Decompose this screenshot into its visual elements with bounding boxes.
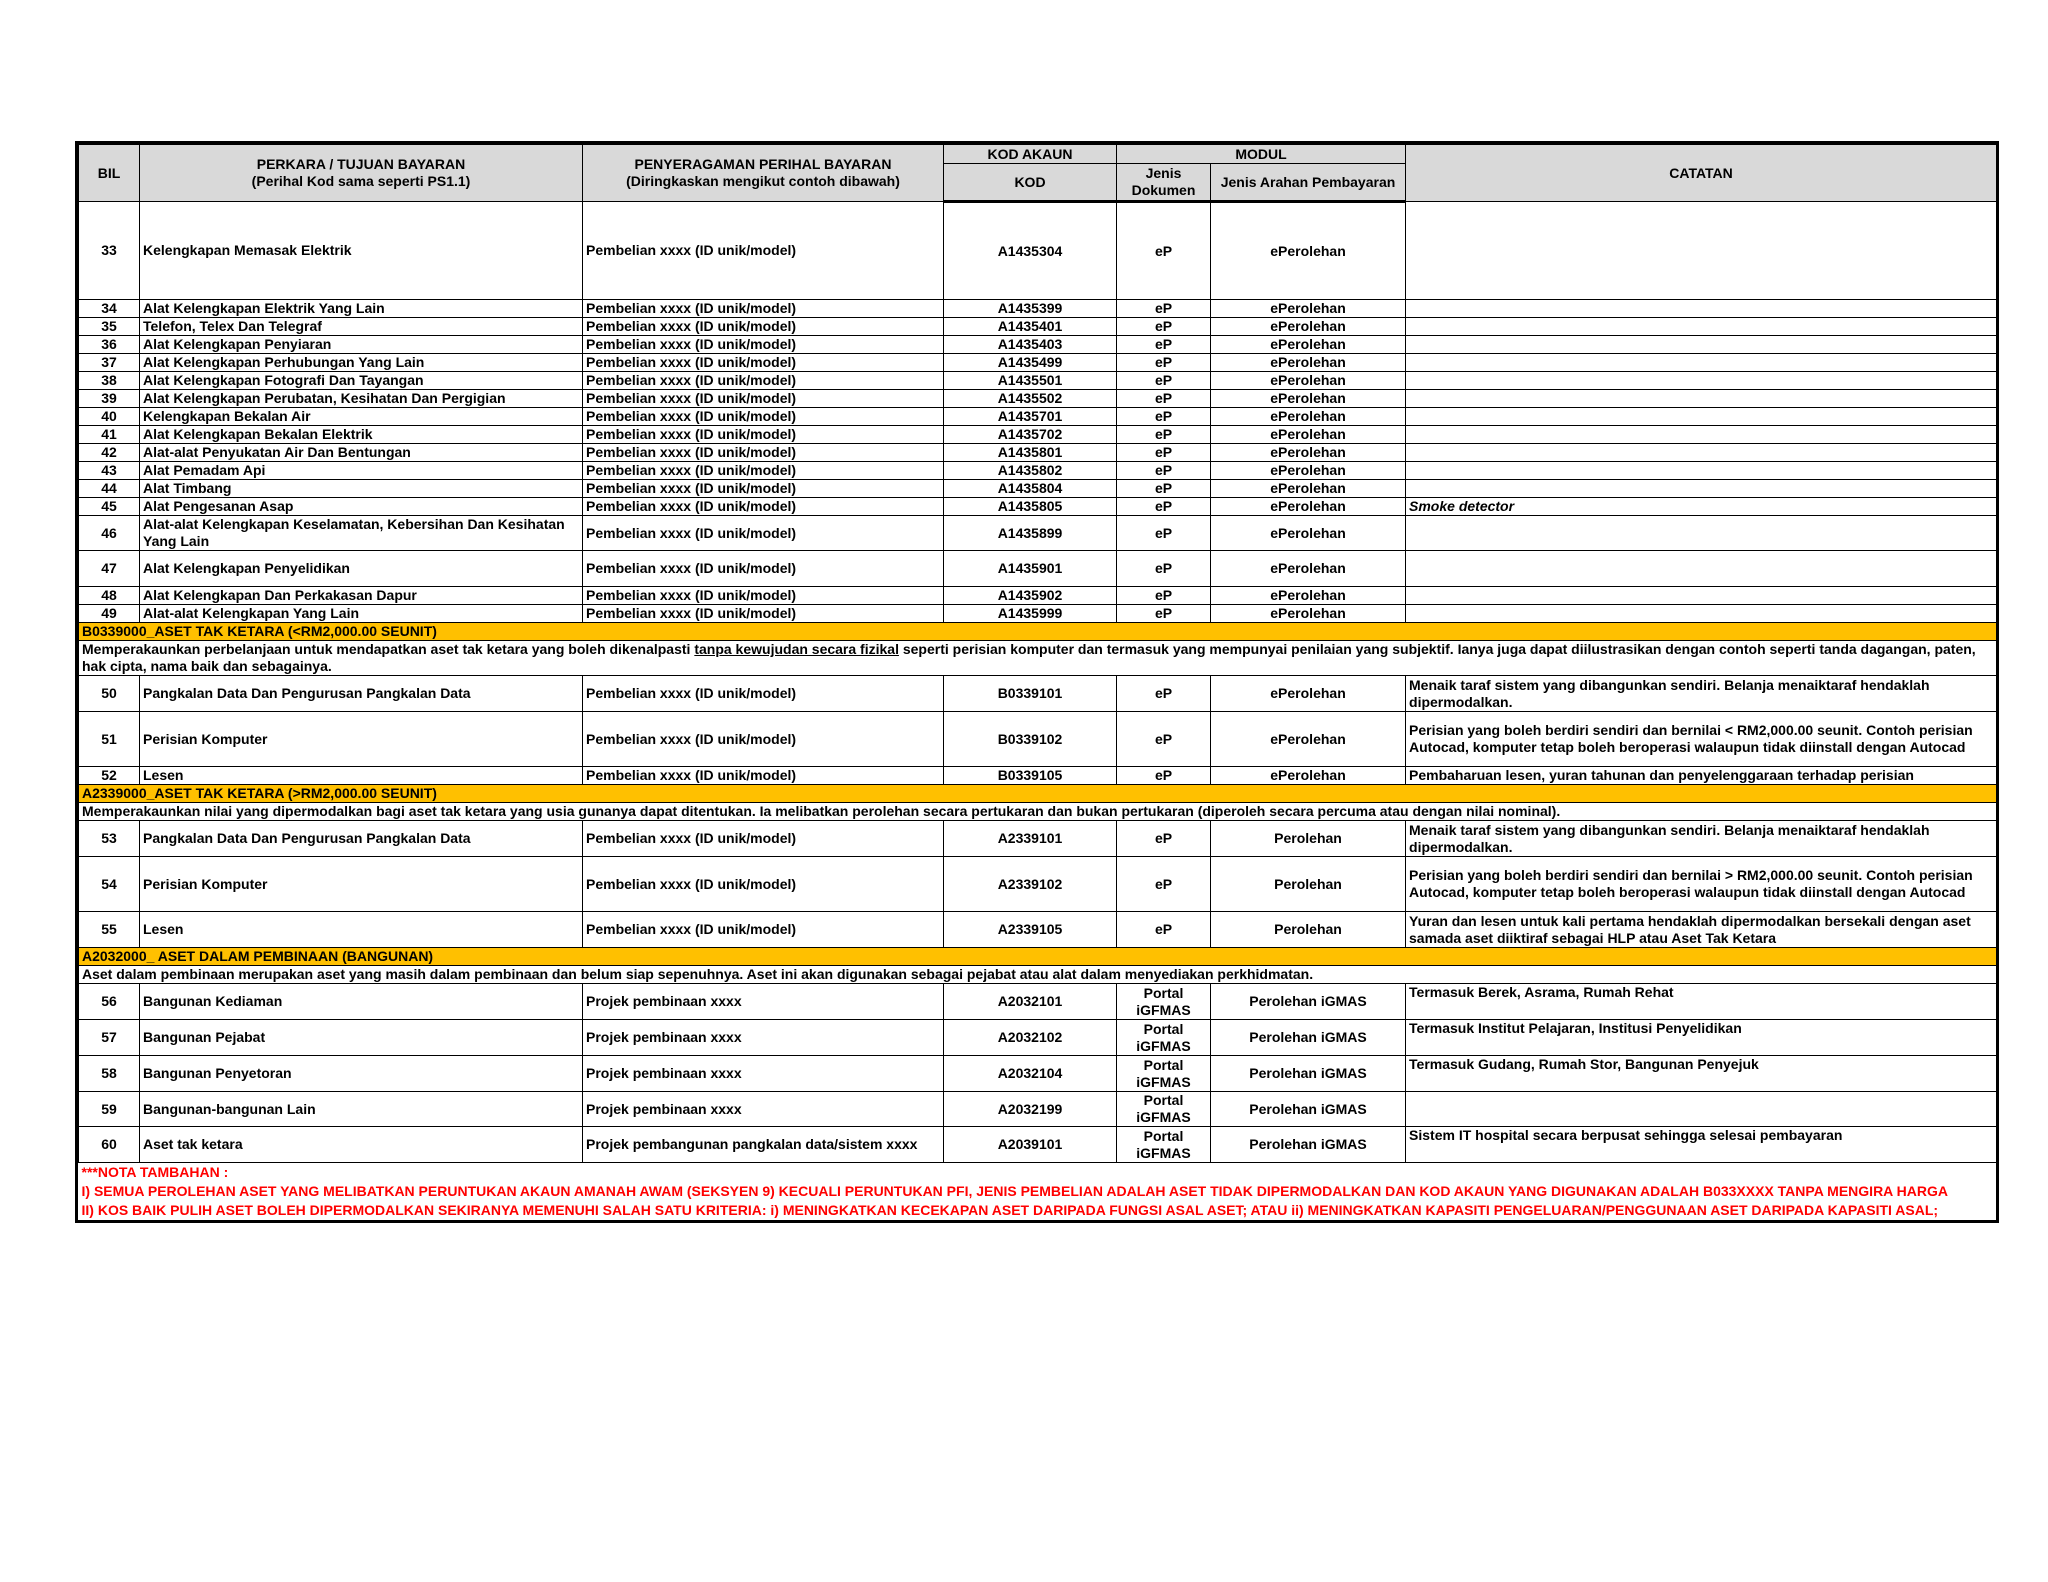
cell-catatan [1406, 587, 1997, 605]
cell-perkara: Alat Kelengkapan Perhubungan Yang Lain [140, 354, 583, 372]
cell-jenis-dokumen: Portal iGFMAS [1117, 1056, 1211, 1092]
cell-kod: A2032199 [944, 1092, 1117, 1127]
cell-bil: 45 [79, 498, 140, 516]
nota-tambahan [79, 1163, 1997, 1221]
cell-catatan [1406, 426, 1997, 444]
cell-kod: A1435999 [944, 605, 1117, 623]
cell-perihal: Pembelian xxxx (ID unik/model) [583, 857, 944, 912]
section-description: Memperakaunkan nilai yang dipermodalkan bagi aset tak ketara yang usia gunanya dapat ditentukan. Ia melibatkan perolehan secara pertukaran dan bukan pertukaran (diperoleh secara percuma atau dengan nilai nominal). [79, 803, 1997, 821]
nota-title: ***NOTA TAMBAHAN : [81, 1164, 229, 1180]
cell-perihal: Projek pembinaan xxxx [583, 1056, 944, 1092]
section-description-text-end: seperti perisian komputer dan termasuk yang mempunyai penilaian yang subjektif. Ianya juga dapat diilustrasikan dengan contoh seperti tanda dagangan, paten, hak cipta, nama baik dan sebagainya. [82, 641, 1976, 674]
cell-kod: A2032102 [944, 1020, 1117, 1056]
cell-perkara: Lesen [140, 912, 583, 948]
cell-bil: 42 [79, 444, 140, 462]
cell-perihal: Pembelian xxxx (ID unik/model) [583, 498, 944, 516]
section-title: B0339000_ASET TAK KETARA (<RM2,000.00 SEUNIT) [79, 623, 1997, 641]
cell-jenis-arahan: ePerolehan [1211, 372, 1406, 390]
cell-jenis-arahan: ePerolehan [1211, 462, 1406, 480]
cell-jenis-dokumen: eP [1117, 444, 1211, 462]
cell-bil: 46 [79, 516, 140, 551]
cell-catatan [1406, 1092, 1997, 1127]
cell-perkara: Alat Pengesanan Asap [140, 498, 583, 516]
cell-kod: A2339105 [944, 912, 1117, 948]
cell-perkara: Alat-alat Kelengkapan Yang Lain [140, 605, 583, 623]
cell-bil: 50 [79, 676, 140, 712]
cell-jenis-arahan: ePerolehan [1211, 498, 1406, 516]
cell-perkara: Alat Kelengkapan Perubatan, Kesihatan Dan Pergigian [140, 390, 583, 408]
table-body-a2339 [79, 821, 1997, 948]
cell-jenis-arahan: ePerolehan [1211, 605, 1406, 623]
header-kod-akaun: KOD AKAUN [944, 145, 1117, 164]
cell-catatan: Termasuk Institut Pelajaran, Institusi Penyelidikan [1406, 1020, 1997, 1056]
table-body-a1435 [79, 202, 1997, 623]
cell-kod: A1435701 [944, 408, 1117, 426]
cell-perihal: Pembelian xxxx (ID unik/model) [583, 587, 944, 605]
section-a2032 [79, 948, 1997, 984]
cell-jenis-dokumen: eP [1117, 426, 1211, 444]
table-row [79, 444, 1997, 462]
cell-catatan: Yuran dan lesen untuk kali pertama hendaklah dipermodalkan bersekali dengan aset samada aset diiktiraf sebagai HLP atau Aset Tak Ketara [1406, 912, 1997, 948]
section-description [79, 641, 1997, 676]
cell-kod: A1435702 [944, 426, 1117, 444]
cell-catatan: Menaik taraf sistem yang dibangunkan sendiri. Belanja menaiktaraf hendaklah dipermodalkan. [1406, 676, 1997, 712]
table-row [79, 408, 1997, 426]
cell-jenis-dokumen: eP [1117, 462, 1211, 480]
cell-catatan [1406, 300, 1997, 318]
cell-bil: 59 [79, 1092, 140, 1127]
table-body-a2032 [79, 984, 1997, 1163]
cell-bil: 60 [79, 1127, 140, 1163]
table-row [79, 821, 1997, 857]
cell-kod: A1435801 [944, 444, 1117, 462]
cell-perkara: Kelengkapan Bekalan Air [140, 408, 583, 426]
table-row [79, 426, 1997, 444]
cell-jenis-dokumen: eP [1117, 318, 1211, 336]
cell-perihal: Pembelian xxxx (ID unik/model) [583, 408, 944, 426]
table-row [79, 480, 1997, 498]
header-penyeragaman [583, 145, 944, 202]
header-catatan: CATATAN [1406, 145, 1997, 202]
cell-kod: A2032104 [944, 1056, 1117, 1092]
cell-kod: B0339102 [944, 712, 1117, 767]
cell-jenis-dokumen: eP [1117, 605, 1211, 623]
cell-perkara: Perisian Komputer [140, 712, 583, 767]
section-description-text: Memperakaunkan perbelanjaan untuk mendapatkan aset tak ketara yang boleh dikenalpasti [82, 641, 695, 657]
cell-bil: 52 [79, 767, 140, 785]
cell-perihal: Pembelian xxxx (ID unik/model) [583, 390, 944, 408]
cell-jenis-arahan: ePerolehan [1211, 712, 1406, 767]
cell-catatan [1406, 372, 1997, 390]
cell-kod: A1435804 [944, 480, 1117, 498]
cell-bil: 36 [79, 336, 140, 354]
cell-jenis-arahan: ePerolehan [1211, 587, 1406, 605]
cell-perkara: Alat Kelengkapan Fotografi Dan Tayangan [140, 372, 583, 390]
cell-kod: A2339101 [944, 821, 1117, 857]
cell-perihal: Pembelian xxxx (ID unik/model) [583, 676, 944, 712]
cell-perkara: Alat Kelengkapan Dan Perkakasan Dapur [140, 587, 583, 605]
cell-catatan [1406, 462, 1997, 480]
cell-perkara: Alat Kelengkapan Penyiaran [140, 336, 583, 354]
table-row [79, 516, 1997, 551]
cell-perkara: Alat-alat Kelengkapan Keselamatan, Kebersihan Dan Kesihatan Yang Lain [140, 516, 583, 551]
asset-code-table-sheet [75, 141, 1999, 1223]
cell-catatan [1406, 390, 1997, 408]
cell-bil: 44 [79, 480, 140, 498]
cell-bil: 58 [79, 1056, 140, 1092]
header-jenis-dokumen: Jenis Dokumen [1117, 164, 1211, 202]
table-row [79, 676, 1997, 712]
table-row [79, 1127, 1997, 1163]
cell-bil: 33 [79, 202, 140, 300]
cell-jenis-arahan: ePerolehan [1211, 336, 1406, 354]
cell-jenis-arahan: Perolehan iGMAS [1211, 1127, 1406, 1163]
table-row [79, 318, 1997, 336]
cell-jenis-arahan: ePerolehan [1211, 408, 1406, 426]
cell-jenis-arahan: Perolehan [1211, 912, 1406, 948]
cell-perkara: Bangunan Penyetoran [140, 1056, 583, 1092]
cell-jenis-arahan: Perolehan iGMAS [1211, 1092, 1406, 1127]
table-row [79, 984, 1997, 1020]
cell-jenis-arahan: ePerolehan [1211, 767, 1406, 785]
section-a2339 [79, 785, 1997, 821]
table-row [79, 498, 1997, 516]
cell-catatan: Termasuk Gudang, Rumah Stor, Bangunan Penyejuk [1406, 1056, 1997, 1092]
cell-catatan: Sistem IT hospital secara berpusat sehingga selesai pembayaran [1406, 1127, 1997, 1163]
cell-jenis-dokumen: eP [1117, 516, 1211, 551]
section-description: Aset dalam pembinaan merupakan aset yang masih dalam pembinaan dan belum siap sepenuhnya. Aset ini akan digunakan sebagai pejabat atau alat dalam menyediakan perkhidmatan. [79, 966, 1997, 984]
table-row [79, 390, 1997, 408]
cell-perihal: Pembelian xxxx (ID unik/model) [583, 336, 944, 354]
cell-jenis-dokumen: eP [1117, 498, 1211, 516]
cell-jenis-arahan: ePerolehan [1211, 318, 1406, 336]
cell-kod: A1435805 [944, 498, 1117, 516]
cell-catatan: Menaik taraf sistem yang dibangunkan sendiri. Belanja menaiktaraf hendaklah dipermodalkan. [1406, 821, 1997, 857]
cell-jenis-arahan: ePerolehan [1211, 202, 1406, 300]
cell-kod: A1435901 [944, 551, 1117, 587]
cell-kod: A1435304 [944, 202, 1117, 300]
cell-perihal: Pembelian xxxx (ID unik/model) [583, 354, 944, 372]
cell-bil: 48 [79, 587, 140, 605]
header-jenis-arahan: Jenis Arahan Pembayaran [1211, 164, 1406, 202]
cell-bil: 34 [79, 300, 140, 318]
cell-perkara: Alat Timbang [140, 480, 583, 498]
cell-perkara: Perisian Komputer [140, 857, 583, 912]
cell-jenis-dokumen: eP [1117, 821, 1211, 857]
cell-bil: 55 [79, 912, 140, 948]
cell-jenis-dokumen: eP [1117, 480, 1211, 498]
table-row [79, 912, 1997, 948]
cell-bil: 54 [79, 857, 140, 912]
cell-catatan: Termasuk Berek, Asrama, Rumah Rehat [1406, 984, 1997, 1020]
cell-kod: A1435399 [944, 300, 1117, 318]
cell-catatan: Pembaharuan lesen, yuran tahunan dan penyelenggaraan terhadap perisian [1406, 767, 1997, 785]
cell-jenis-arahan: ePerolehan [1211, 676, 1406, 712]
cell-jenis-arahan: Perolehan [1211, 821, 1406, 857]
cell-perkara: Alat Kelengkapan Penyelidikan [140, 551, 583, 587]
cell-jenis-arahan: ePerolehan [1211, 516, 1406, 551]
cell-bil: 43 [79, 462, 140, 480]
cell-jenis-arahan: ePerolehan [1211, 551, 1406, 587]
cell-perkara: Alat Pemadam Api [140, 462, 583, 480]
cell-perkara: Bangunan Pejabat [140, 1020, 583, 1056]
nota-line-1: I) SEMUA PEROLEHAN ASET YANG MELIBATKAN PERUNTUKAN AKAUN AMANAH AWAM (SEKSYEN 9) KECUALI PERUNTUKAN PFI, JENIS PEMBELIAN ADALAH ASET TIDAK DIPERMODALKAN DAN KOD AKAUN YANG DIGUNAKAN ADALAH B033XXXX TANPA MENGIRA HARGA [81, 1183, 1948, 1199]
header-bil: BIL [79, 145, 140, 202]
cell-kod: A1435802 [944, 462, 1117, 480]
cell-perihal: Pembelian xxxx (ID unik/model) [583, 821, 944, 857]
cell-catatan [1406, 202, 1997, 300]
cell-jenis-arahan: Perolehan iGMAS [1211, 984, 1406, 1020]
cell-perihal: Projek pembinaan xxxx [583, 1020, 944, 1056]
header-perkara-line1: PERKARA / TUJUAN BAYARAN [256, 156, 466, 172]
nota-line-2: II) KOS BAIK PULIH ASET BOLEH DIPERMODALKAN SEKIRANYA MEMENUHI SALAH SATU KRITERIA: i) MENINGKATKAN KECEKAPAN ASET DARIPADA FUNGSI ASAL ASET; ATAU ii) MENINGKATKAN KAPASITI PENGELUARAN/PENGGUNAAN ASET DARIPADA KAPASITI ASAL; [81, 1202, 1939, 1218]
table-row [79, 767, 1997, 785]
cell-jenis-dokumen: eP [1117, 587, 1211, 605]
cell-catatan [1406, 551, 1997, 587]
cell-perkara: Pangkalan Data Dan Pengurusan Pangkalan Data [140, 676, 583, 712]
table-header [79, 145, 1997, 202]
cell-kod: B0339105 [944, 767, 1117, 785]
section-title: A2339000_ASET TAK KETARA (>RM2,000.00 SEUNIT) [79, 785, 1997, 803]
cell-jenis-arahan: Perolehan iGMAS [1211, 1020, 1406, 1056]
cell-jenis-dokumen: Portal iGFMAS [1117, 1020, 1211, 1056]
header-perkara [140, 145, 583, 202]
cell-bil: 41 [79, 426, 140, 444]
cell-jenis-dokumen: eP [1117, 912, 1211, 948]
cell-perihal: Pembelian xxxx (ID unik/model) [583, 551, 944, 587]
cell-perihal: Pembelian xxxx (ID unik/model) [583, 300, 944, 318]
header-perkara-line2: (Perihal Kod sama seperti PS1.1) [251, 173, 471, 189]
cell-jenis-arahan: ePerolehan [1211, 426, 1406, 444]
cell-kod: A2339102 [944, 857, 1117, 912]
cell-kod: A1435899 [944, 516, 1117, 551]
cell-jenis-arahan: ePerolehan [1211, 480, 1406, 498]
cell-perkara: Kelengkapan Memasak Elektrik [140, 202, 583, 300]
cell-catatan [1406, 318, 1997, 336]
table-row [79, 605, 1997, 623]
cell-jenis-dokumen: eP [1117, 354, 1211, 372]
cell-jenis-dokumen: eP [1117, 408, 1211, 426]
cell-bil: 39 [79, 390, 140, 408]
cell-kod: A1435401 [944, 318, 1117, 336]
table-body-b0339 [79, 676, 1997, 785]
cell-jenis-dokumen: eP [1117, 202, 1211, 300]
cell-perihal: Pembelian xxxx (ID unik/model) [583, 318, 944, 336]
cell-kod: A2032101 [944, 984, 1117, 1020]
table-row [79, 857, 1997, 912]
cell-jenis-dokumen: eP [1117, 676, 1211, 712]
cell-perihal: Pembelian xxxx (ID unik/model) [583, 372, 944, 390]
table-row [79, 336, 1997, 354]
cell-jenis-dokumen: eP [1117, 372, 1211, 390]
cell-perkara: Bangunan-bangunan Lain [140, 1092, 583, 1127]
table-row [79, 712, 1997, 767]
cell-kod: A2039101 [944, 1127, 1117, 1163]
cell-bil: 51 [79, 712, 140, 767]
cell-bil: 37 [79, 354, 140, 372]
cell-jenis-dokumen: Portal iGFMAS [1117, 1127, 1211, 1163]
table-row [79, 462, 1997, 480]
cell-catatan [1406, 408, 1997, 426]
cell-perihal: Pembelian xxxx (ID unik/model) [583, 912, 944, 948]
cell-catatan [1406, 336, 1997, 354]
cell-bil: 49 [79, 605, 140, 623]
table-row [79, 202, 1997, 300]
cell-jenis-dokumen: eP [1117, 857, 1211, 912]
cell-bil: 35 [79, 318, 140, 336]
cell-perihal: Pembelian xxxx (ID unik/model) [583, 426, 944, 444]
table-row [79, 354, 1997, 372]
cell-catatan [1406, 444, 1997, 462]
cell-perihal: Projek pembinaan xxxx [583, 1092, 944, 1127]
header-penyeragaman-line2: (Diringkaskan mengikut contoh dibawah) [626, 173, 900, 189]
cell-jenis-dokumen: Portal iGFMAS [1117, 984, 1211, 1020]
section-b0339 [79, 623, 1997, 676]
cell-catatan: Perisian yang boleh berdiri sendiri dan bernilai > RM2,000.00 seunit. Contoh perisian Autocad, komputer tetap boleh beroperasi walaupun tidak diinstall dengan Autocad [1406, 857, 1997, 912]
cell-bil: 47 [79, 551, 140, 587]
cell-perihal: Pembelian xxxx (ID unik/model) [583, 712, 944, 767]
cell-catatan [1406, 354, 1997, 372]
table-row [79, 551, 1997, 587]
cell-perkara: Bangunan Kediaman [140, 984, 583, 1020]
cell-perihal: Pembelian xxxx (ID unik/model) [583, 480, 944, 498]
table-row [79, 1020, 1997, 1056]
table-row [79, 300, 1997, 318]
cell-perkara: Pangkalan Data Dan Pengurusan Pangkalan Data [140, 821, 583, 857]
cell-jenis-arahan: ePerolehan [1211, 300, 1406, 318]
asset-code-table [78, 144, 1997, 1220]
header-penyeragaman-line1: PENYERAGAMAN PERIHAL BAYARAN [634, 156, 892, 172]
cell-bil: 38 [79, 372, 140, 390]
cell-perihal: Pembelian xxxx (ID unik/model) [583, 202, 944, 300]
section-description-underlined: tanpa kewujudan secara fizikal [694, 641, 899, 657]
cell-kod: A1435502 [944, 390, 1117, 408]
table-row [79, 1056, 1997, 1092]
cell-catatan [1406, 516, 1997, 551]
section-title: A2032000_ ASET DALAM PEMBINAAN (BANGUNAN) [79, 948, 1997, 966]
cell-perkara: Alat Kelengkapan Elektrik Yang Lain [140, 300, 583, 318]
cell-kod: A1435501 [944, 372, 1117, 390]
cell-jenis-dokumen: eP [1117, 390, 1211, 408]
cell-bil: 57 [79, 1020, 140, 1056]
table-row [79, 372, 1997, 390]
cell-jenis-dokumen: eP [1117, 336, 1211, 354]
cell-kod: B0339101 [944, 676, 1117, 712]
cell-bil: 53 [79, 821, 140, 857]
header-kod: KOD [944, 164, 1117, 202]
cell-perihal: Pembelian xxxx (ID unik/model) [583, 605, 944, 623]
cell-kod: A1435403 [944, 336, 1117, 354]
cell-perkara: Alat-alat Penyukatan Air Dan Bentungan [140, 444, 583, 462]
cell-kod: A1435902 [944, 587, 1117, 605]
table-row [79, 1092, 1997, 1127]
cell-jenis-dokumen: eP [1117, 551, 1211, 587]
cell-catatan [1406, 605, 1997, 623]
cell-perihal: Pembelian xxxx (ID unik/model) [583, 444, 944, 462]
cell-jenis-arahan: ePerolehan [1211, 390, 1406, 408]
cell-jenis-arahan: ePerolehan [1211, 444, 1406, 462]
table-row [79, 587, 1997, 605]
cell-jenis-arahan: Perolehan iGMAS [1211, 1056, 1406, 1092]
cell-perihal: Projek pembangunan pangkalan data/sistem xxxx [583, 1127, 944, 1163]
cell-perihal: Pembelian xxxx (ID unik/model) [583, 767, 944, 785]
cell-kod: A1435499 [944, 354, 1117, 372]
cell-perkara: Telefon, Telex Dan Telegraf [140, 318, 583, 336]
cell-perkara: Lesen [140, 767, 583, 785]
cell-catatan [1406, 480, 1997, 498]
cell-catatan: Perisian yang boleh berdiri sendiri dan bernilai < RM2,000.00 seunit. Contoh perisian Autocad, komputer tetap boleh beroperasi walaupun tidak diinstall dengan Autocad [1406, 712, 1997, 767]
cell-jenis-dokumen: eP [1117, 712, 1211, 767]
cell-bil: 40 [79, 408, 140, 426]
cell-perihal: Pembelian xxxx (ID unik/model) [583, 516, 944, 551]
cell-jenis-dokumen: eP [1117, 767, 1211, 785]
cell-jenis-arahan: Perolehan [1211, 857, 1406, 912]
cell-catatan: Smoke detector [1406, 498, 1997, 516]
cell-perkara: Alat Kelengkapan Bekalan Elektrik [140, 426, 583, 444]
header-modul: MODUL [1117, 145, 1406, 164]
cell-jenis-arahan: ePerolehan [1211, 354, 1406, 372]
cell-perkara: Aset tak ketara [140, 1127, 583, 1163]
cell-jenis-dokumen: Portal iGFMAS [1117, 1092, 1211, 1127]
cell-jenis-dokumen: eP [1117, 300, 1211, 318]
cell-perihal: Projek pembinaan xxxx [583, 984, 944, 1020]
cell-perihal: Pembelian xxxx (ID unik/model) [583, 462, 944, 480]
cell-bil: 56 [79, 984, 140, 1020]
